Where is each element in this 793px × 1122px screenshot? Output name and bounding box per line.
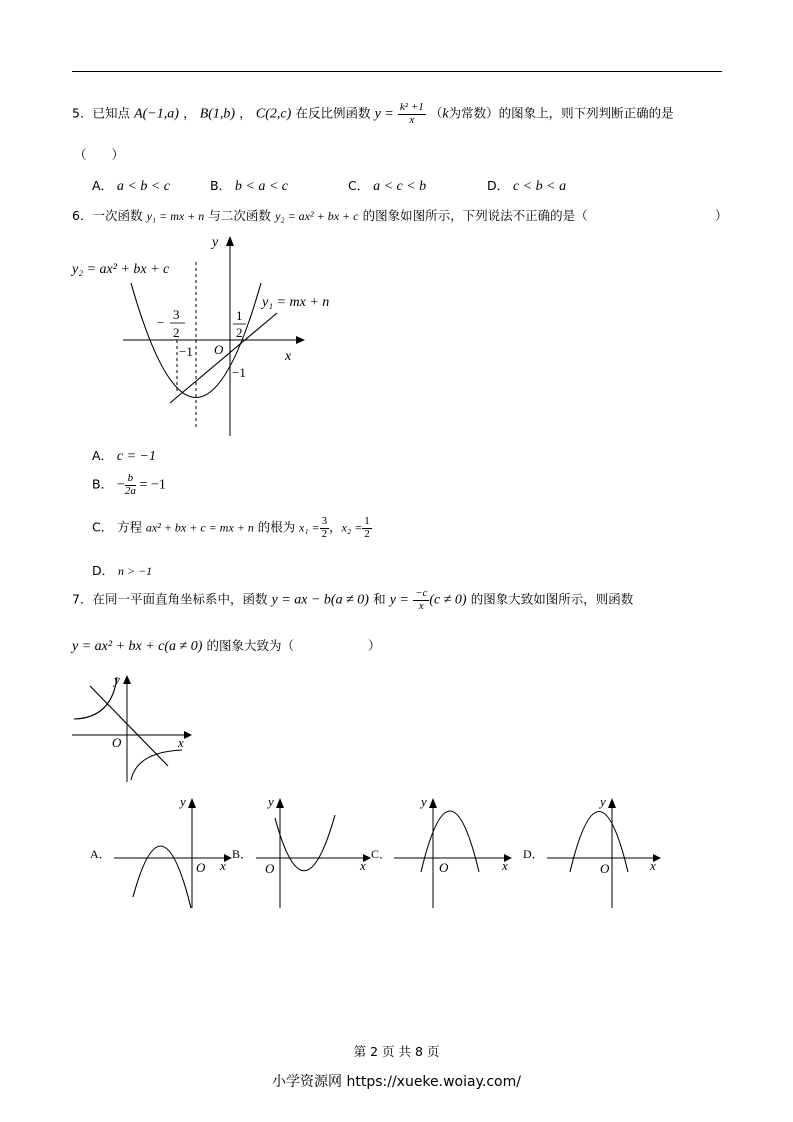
page-number: 第 2 页 共 8 页 xyxy=(353,1044,440,1059)
q7-c-y-arrow xyxy=(429,798,437,808)
q7-ref-y-arrow xyxy=(123,675,131,684)
q7-option-d-letter: D． xyxy=(523,847,544,861)
q5-option-c-text: a < c < b xyxy=(373,179,427,194)
q7-c-origin-label: O xyxy=(439,860,449,875)
q6-option-b-letter: B． xyxy=(92,476,114,492)
q6-option-a-letter: A． xyxy=(92,448,114,463)
q6-option-c-comma: ， xyxy=(329,519,342,535)
q7-option-a xyxy=(90,794,232,908)
q6-option-c-x1-den: 2 xyxy=(321,527,328,540)
q6-option-c-text-2: 的根为 xyxy=(257,519,296,535)
q6-y-axis-label: y xyxy=(212,235,219,250)
q7-b-y-arrow xyxy=(276,798,284,808)
q5-stem-3: （ xyxy=(429,105,443,121)
q7-fn-linear: y = ax − b(a ≠ 0) xyxy=(271,592,369,608)
q6-option-b-fraction xyxy=(125,473,136,497)
q7-b-origin-label: O xyxy=(265,861,275,876)
question-6 xyxy=(72,206,588,224)
q6-x-axis-label: x xyxy=(285,349,292,364)
q7-a-y-arrow xyxy=(188,798,196,808)
q5-option-d-letter: D． xyxy=(487,178,510,193)
q6-option-c-text-1: 方程 xyxy=(117,519,143,535)
q6-option-c-equation: ax² + bx + c = mx + n xyxy=(145,520,254,535)
q5-point-c: C(2,c) xyxy=(255,106,292,122)
q7-option-b xyxy=(232,794,371,908)
q6-option-c xyxy=(92,516,372,540)
q7-fn-quadratic: y = ax² + bx + c(a ≠ 0) xyxy=(72,639,203,654)
q6-neg-three-half-sign: − xyxy=(157,315,165,330)
q6-neg-three-half-den: 2 xyxy=(173,325,180,340)
q6-option-b-sign: − xyxy=(116,477,125,493)
q6-option-c-x1: x₁ = xyxy=(299,520,320,535)
q5-fn-numerator: k² +1 xyxy=(399,101,424,113)
q7-option-c xyxy=(371,794,512,908)
q5-fn-lhs: y = xyxy=(374,106,394,122)
q6-close-paren: ） xyxy=(715,208,728,223)
q5-option-b-text: b < a < c xyxy=(234,179,289,194)
q6-stem-2: 与二次函数 xyxy=(208,208,271,223)
q5-option-b xyxy=(210,176,288,195)
q5-k-var: k xyxy=(442,106,449,122)
q5-option-a-letter: A． xyxy=(92,178,114,193)
q6-origin-label: O xyxy=(214,342,224,357)
q5-option-b-letter: B． xyxy=(210,178,232,193)
q5-option-a-text: a < b < c xyxy=(116,179,170,194)
footer-site-link[interactable]: 小学资源网 https://xueke.woiay.com/ xyxy=(272,1074,521,1090)
q6-option-a-text: c = −1 xyxy=(116,449,156,464)
q6-option-c-letter: C． xyxy=(92,519,114,535)
q6-option-c-x1-num: 3 xyxy=(321,515,328,527)
q6-option-c-x2-num: 1 xyxy=(364,515,370,527)
q6-option-c-x2-fraction xyxy=(362,516,372,540)
q7-option-a-letter: A． xyxy=(90,847,111,861)
q7-stem-1: 7．在同一平面直角坐标系中，函数 xyxy=(72,591,268,607)
q7-option-c-letter: C． xyxy=(371,847,392,861)
q7-b-y-label: y xyxy=(268,794,274,809)
q7-a-parabola xyxy=(133,846,191,908)
q6-option-d xyxy=(92,561,152,579)
q7-ref-origin-label: O xyxy=(112,735,122,750)
q7-d-parabola xyxy=(570,812,628,873)
q7-a-y-label: y xyxy=(180,794,186,809)
q7-fn2-lhs: y = xyxy=(389,592,409,608)
q7-stem-2: 和 xyxy=(373,591,386,607)
q5-option-d xyxy=(487,176,566,195)
q7-d-origin-label: O xyxy=(600,861,610,876)
q7-fn2-num: −c xyxy=(415,587,428,599)
q6-half-num: 1 xyxy=(236,308,243,323)
q5-point-b: B(1,b) xyxy=(199,106,236,122)
q7-a-origin-label: O xyxy=(196,860,206,875)
q6-neg-one-y: −1 xyxy=(232,365,246,380)
q5-option-c xyxy=(348,176,426,195)
q7-d-y-arrow xyxy=(608,798,616,808)
q7-fn2-den: x xyxy=(418,599,424,612)
q6-label-y2: y₂ = ax² + bx + c xyxy=(72,262,170,277)
q7-fn2-fraction xyxy=(413,588,429,612)
q5-stem-2: 在反比例函数 xyxy=(295,105,371,121)
q7-stem-3: 的图象大致如图所示，则函数 xyxy=(470,591,634,607)
q7-c-x-label: x xyxy=(502,858,508,873)
q6-stem-3: 的图象如图所示，下列说法不正确的是（ xyxy=(362,208,588,223)
q5-point-a: A(−1,a) xyxy=(134,106,179,122)
q6-stem-1: 6．一次函数 xyxy=(72,208,143,223)
q6-graph xyxy=(66,232,356,440)
q6-neg-one-x: −1 xyxy=(179,344,193,359)
q7-reference-graph xyxy=(66,666,202,788)
q6-option-b-num: b xyxy=(125,473,136,486)
q7-a-x-label: x xyxy=(220,858,226,873)
q7-ref-y-label: y xyxy=(114,672,120,687)
q6-y2-expr: y₂ = ax² + bx + c xyxy=(275,209,359,223)
q6-option-a xyxy=(92,446,156,465)
q5-option-d-text: c < b < a xyxy=(512,179,567,194)
question-7 xyxy=(72,588,633,624)
q7-option-graphs xyxy=(86,790,666,915)
q5-stem-4: 为常数）的图象上，则下列判断正确的是 xyxy=(448,105,674,121)
q7-ref-x-label: x xyxy=(178,735,184,750)
q5-sep-1: ， xyxy=(183,105,196,121)
q6-option-c-x1-fraction xyxy=(320,516,330,540)
q7-d-x-label: x xyxy=(650,858,656,873)
q6-label-y1: y₁ = mx + n xyxy=(262,295,330,310)
q7-c-parabola xyxy=(421,811,479,872)
q7-d-y-label: y xyxy=(600,794,606,809)
q5-fn-denominator: x xyxy=(409,113,415,126)
q5-option-c-letter: C． xyxy=(348,178,370,193)
question-5 xyxy=(72,102,674,134)
q6-option-c-x2-den: 2 xyxy=(364,527,370,540)
question-7-line-2 xyxy=(72,636,294,655)
q6-y1-expr: y₁ = mx + n xyxy=(146,209,205,223)
q7-option-b-letter: B． xyxy=(232,847,253,861)
q6-option-b xyxy=(92,473,166,497)
q7-ref-x-arrow xyxy=(184,731,192,739)
q6-option-b-tail: = −1 xyxy=(139,477,166,493)
q6-option-b-den: 2a xyxy=(124,484,136,497)
q6-half-den: 2 xyxy=(236,325,243,340)
q7-option-d xyxy=(523,794,661,908)
q6-y-axis-arrow xyxy=(226,236,234,246)
q7-ref-hyperbola-right xyxy=(131,750,182,780)
q6-option-d-letter: D． xyxy=(92,563,115,578)
q6-neg-three-half-num: 3 xyxy=(173,307,180,322)
header-rule xyxy=(72,71,722,72)
q5-answer-paren: （ ） xyxy=(74,147,125,162)
q7-b-x-label: x xyxy=(360,858,366,873)
q5-stem-1: 5．已知点 xyxy=(72,105,130,121)
q5-option-a xyxy=(92,176,170,195)
q6-option-d-text: n > −1 xyxy=(117,564,153,578)
q5-sep-2: ， xyxy=(239,105,252,121)
q7-c-y-label: y xyxy=(421,794,427,809)
q7-close-paren: ） xyxy=(368,638,381,653)
q7-ref-hyperbola-left xyxy=(74,677,117,719)
q7-fn2-condition: (c ≠ 0) xyxy=(429,592,467,608)
q7-stem-4: 的图象大致为（ xyxy=(206,638,295,653)
q6-x-axis-arrow xyxy=(296,336,305,344)
q7-b-parabola xyxy=(275,815,335,871)
q5-fn-fraction xyxy=(398,102,426,126)
q6-option-c-x2: x₂ = xyxy=(341,520,363,535)
